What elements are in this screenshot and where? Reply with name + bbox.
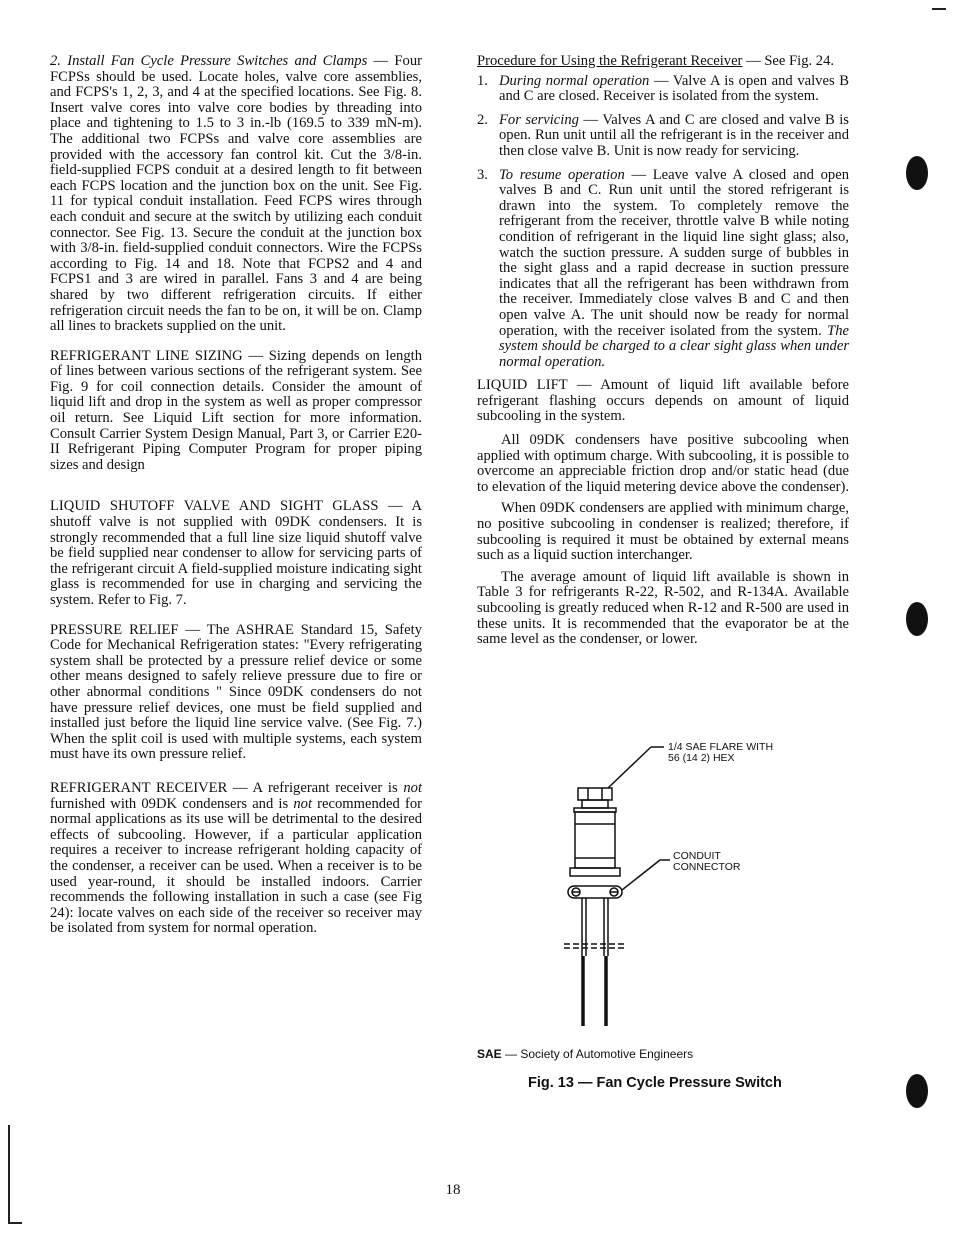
- flare-label: 1/4 SAE FLARE WITH 56 (14 2) HEX: [668, 741, 774, 764]
- procedure-heading: Procedure for Using the Refrigerant Receiver: [477, 53, 743, 69]
- shutoff-valve-paragraph: LIQUID SHUTOFF VALVE AND SIGHT GLASS — A shutoff valve is not supplied with 09DK condensers. It is strongly recommended that a full line size liquid shutoff valve be field supplied near condenser to allow for servicing parts of the refrigerant circuit A field-supplied moisture indicating sight glass is recommended for use in charging and servicing the system. Refer to Fig. 7.: [50, 498, 422, 608]
- liquid-lift-table-paragraph: The average amount of liquid lift available is shown in Table 3 for refrigerants R-22, R-502, and R-134A. Available subcooling is greatly reduced when R-12 and R-500 are used in these units. It is recommended that the evaporator be at the same level as the condenser, or lower.: [477, 568, 849, 648]
- subcooling-paragraph: All 09DK condensers have positive subcooling when applied with optimum charge. With subcooling, it is possible to overcome an appreciable friction drop and/or static head (due to elevation of the liquid metering device above the condenser).: [477, 432, 850, 495]
- change-bullet: [906, 602, 928, 636]
- procedure-steps: [477, 74, 849, 371]
- crop-mark: [8, 1222, 22, 1224]
- fan-cycle-pressure-switch-figure: [476, 730, 856, 1100]
- procedure-step: 2. For servicing — Valves A and C are closed and valve B is open. Run unit until all the refrigerant is in the receiver and then close valve B. Unit is now ready for servicing.: [477, 111, 849, 159]
- install-fcps-paragraph: [50, 54, 422, 335]
- crop-mark: [8, 1125, 10, 1223]
- sae-footnote: SAE — Society of Automotive Engineers: [477, 1047, 694, 1061]
- left-column: [50, 54, 422, 951]
- procedure-step: 1. During normal operation — Valve A is open and valves B and C are closed. Receiver is isolated from the system.: [477, 72, 849, 105]
- procedure-heading-paragraph: Procedure for Using the Refrigerant Receiver — See Fig. 24.: [477, 53, 835, 69]
- refrigerant-receiver-paragraph: REFRIGERANT RECEIVER — A refrigerant receiver is not furnished with 09DK condensers and is not recommended for normal applications as its use will be detrimental to the desired effects of subcooling. However, if a particular application requires a receiver to increase refrigerant holding capacity of the condenser, a receiver can be used. When a receiver is to be used year-round, it should be installed indoors. Carrier recommends the following installation in such a case (see Fig 24): locate valves on each side of the receiver so receiver may be isolated from system for normal operation.: [50, 779, 422, 937]
- line-sizing-paragraph: REFRIGERANT LINE SIZING — Sizing depends on length of lines between various sections of the refrigerant system. See Fig. 9 for coil connection details. Consider the amount of liquid lift and drop in the system as well as proper compressor oil return. See Liquid Lift section for more information. Consult Carrier System Design Manual, Part 3, or Carrier E20-II Refrigerant Piping Computer Program for proper piping sizes and design: [50, 347, 422, 473]
- conduit-label: CONDUIT CONNECTOR: [673, 850, 741, 873]
- install-fcps-text: — Four FCPSs should be used. Locate holes, valve core assemblies, and FCPS's 1, 2, 3, and 4 at the specified locations. See Fig. 8. Insert valve cores into valve core bodies by threading into place and tightening to 1.5 to 3 in.-lb (169.5 to 339 mN-m). The additional two FCPSs and valve core assemblies are provided with the accessory fan control kit. Cut the 3/8-in. field-supplied FCPS conduit at a desired length to fit between each FCPS location and the junction box on the unit. See Fig. 11 for typical conduit installation. Feed FCPS wires through each conduit and secure at the switch by utilizing each conduit connector. See Fig. 13. Secure the conduit at the junction box with 3/8-in. field-supplied conduit connectors. Wire the FCPSs according to Fig. 14 and 18. Note that FCPS2 and 4 and FCPS1 and 3 are wired in parallel. Fans 3 and 4 are being shared by two different refrigeration circuits. If either refrigeration circuit needs the fan to be on, it will be on. Clamp all lines to brackets supplied on the unit.: [50, 53, 422, 335]
- liquid-lift-paragraph: LIQUID LIFT — Amount of liquid lift available before refrigerant flashing occurs depends on amount of liquid subcooling in the system.: [477, 377, 849, 425]
- pressure-switch-drawing: [476, 730, 856, 1050]
- change-bullet: [906, 1074, 928, 1108]
- figure-caption: Fig. 13 — Fan Cycle Pressure Switch: [528, 1075, 782, 1091]
- crop-mark: [932, 8, 946, 10]
- change-bullet: [906, 156, 928, 190]
- install-fcps-lead: 2. Install Fan Cycle Pressure Switches and Clamps: [50, 53, 368, 69]
- minimum-charge-paragraph: When 09DK condensers are applied with minimum charge, no positive subcooling in condenser is realized; therefore, if subcooling is required it must be obtained by external means such as a liquid suction interchanger.: [477, 500, 849, 564]
- right-column: [477, 54, 849, 654]
- procedure-step: 3. To resume operation — Leave valve A closed and open valves B and C. Run unit until the stored refrigerant is drawn into the system. To completely remove the refrigerant from the receiver, throttle valve B while noting condition of refrigerant in the liquid line sight glass; also, watch the suction pressure. A sudden surge of bubbles in the sight glass and a rapid decrease in suction pressure indicates that all the refrigerant has been withdrawn from the receiver. Immediately close valves B and C and then open valve A. The unit should now be ready for normal operation, with the receiver isolated from the system. The system should be charged to a clear sight glass when under normal operation.: [477, 166, 849, 370]
- page-number: 18: [445, 1182, 461, 1198]
- pressure-relief-paragraph: PRESSURE RELIEF — The ASHRAE Standard 15, Safety Code for Mechanical Refrigeration states: "Every refrigerating system shall be protected by a pressure relief device or some other means designed to safely relieve pressure due to fire or other abnormal conditions " Since 09DK condensers do not have pressure relief devices, one must be field supplied and installed just before the liquid line service valve. (See Fig. 7.) When the split coil is used with multiple systems, each system must have its own pressure relief.: [50, 621, 422, 763]
